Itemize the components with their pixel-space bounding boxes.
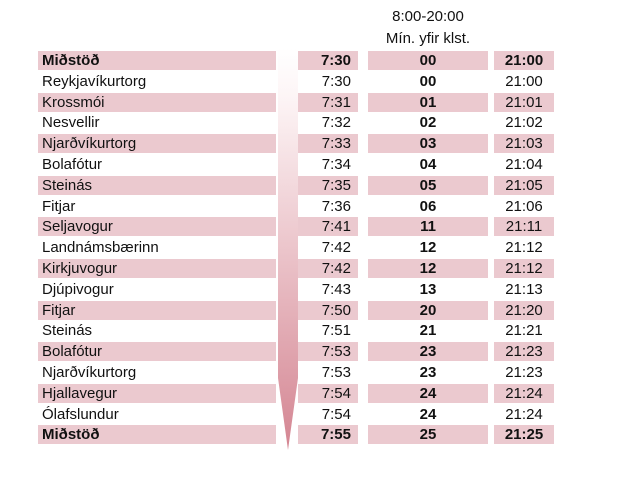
table-row (0, 341, 624, 361)
minutes-past-hour: 11 (368, 217, 488, 236)
table-row (0, 112, 624, 132)
last-departure: 21:12 (494, 259, 554, 278)
first-departure: 7:54 (298, 384, 358, 403)
minutes-past-hour: 12 (419, 239, 437, 257)
stop-name: Steinás (42, 322, 93, 340)
last-departure: 21:05 (494, 176, 554, 195)
minutes-past-hour: 05 (368, 176, 488, 195)
minutes-past-hour: 00 (368, 51, 488, 70)
first-departure: 7:51 (321, 322, 351, 340)
first-departure: 7:53 (298, 342, 358, 361)
minutes-past-hour: 00 (419, 72, 437, 90)
last-departure: 21:02 (505, 114, 543, 132)
last-departure: 21:13 (505, 280, 543, 298)
first-departure: 7:43 (321, 280, 351, 298)
stop-name: Steinás (38, 176, 276, 195)
stop-name: Landnámsbærinn (42, 239, 159, 257)
last-departure: 21:03 (494, 134, 554, 153)
first-departure: 7:53 (321, 364, 351, 381)
table-row (0, 383, 624, 403)
stop-name: Miðstöð (38, 51, 276, 70)
table-row (0, 237, 624, 257)
stop-name: Fitjar (38, 301, 276, 320)
stop-name: Reykjavíkurtorg (42, 72, 147, 90)
stop-name: Ólafslundur (42, 405, 119, 423)
minutes-past-hour: 04 (419, 156, 437, 173)
minutes-past-hour: 20 (368, 301, 488, 320)
first-departure: 7:32 (321, 114, 351, 132)
first-departure: 7:42 (298, 259, 358, 278)
table-row (0, 216, 624, 236)
first-departure: 7:36 (321, 197, 351, 215)
table-row (0, 320, 624, 340)
table-row (0, 154, 624, 174)
stop-name: Hjallavegur (38, 384, 276, 403)
stop-name: Njarðvíkurtorg (38, 134, 276, 153)
minutes-past-hour: 12 (368, 259, 488, 278)
minutes-past-hour: 23 (368, 342, 488, 361)
stop-name: Kirkjuvogur (38, 259, 276, 278)
first-departure: 7:30 (298, 51, 358, 70)
stop-name: Nesvellir (42, 114, 100, 132)
last-departure: 21:00 (494, 51, 554, 70)
minutes-past-hour: 02 (419, 114, 437, 132)
table-row (0, 133, 624, 153)
first-departure: 7:55 (298, 425, 358, 444)
last-departure: 21:23 (494, 342, 554, 361)
last-departure: 21:06 (505, 197, 543, 215)
stop-name: Djúpivogur (42, 280, 114, 298)
stop-name: Bolafótur (42, 156, 103, 173)
table-row (0, 279, 624, 299)
last-departure: 21:20 (494, 301, 554, 320)
last-departure: 21:00 (505, 72, 543, 90)
minutes-past-hour: 25 (368, 425, 488, 444)
minutes-past-hour: 06 (419, 197, 437, 215)
last-departure: 21:04 (505, 156, 543, 173)
minutes-past-hour: 13 (419, 280, 437, 298)
stop-name: Seljavogur (38, 217, 276, 236)
minutes-past-hour: 01 (368, 93, 488, 112)
table-row (0, 258, 624, 278)
last-departure: 21:11 (494, 217, 554, 236)
table-row (0, 300, 624, 320)
table-row (0, 175, 624, 195)
last-departure: 21:25 (494, 425, 554, 444)
minutes-past-hour: 24 (368, 384, 488, 403)
first-departure: 7:50 (298, 301, 358, 320)
first-departure: 7:42 (321, 239, 351, 257)
minutes-header: Mín. yfir klst. (385, 30, 471, 47)
last-departure: 21:24 (505, 405, 543, 423)
table-row (0, 50, 624, 70)
stop-name: Fitjar (42, 197, 76, 215)
last-departure: 21:12 (505, 239, 543, 257)
first-departure: 7:31 (298, 93, 358, 112)
minutes-past-hour: 23 (419, 364, 437, 381)
table-row (0, 92, 624, 112)
table-row (0, 71, 624, 91)
first-departure: 7:34 (321, 156, 351, 173)
table-row (0, 362, 624, 382)
minutes-past-hour: 24 (419, 405, 437, 423)
first-departure: 7:33 (298, 134, 358, 153)
stop-name: Krossmói (38, 93, 276, 112)
first-departure: 7:30 (321, 72, 351, 90)
last-departure: 21:23 (505, 364, 543, 381)
table-row (0, 404, 624, 424)
stop-name: Miðstöð (38, 425, 276, 444)
minutes-past-hour: 03 (368, 134, 488, 153)
period-header: 8:00-20:00 (392, 8, 464, 25)
last-departure: 21:21 (505, 322, 543, 340)
stop-name: Bolafótur (38, 342, 276, 361)
last-departure: 21:24 (494, 384, 554, 403)
first-departure: 7:35 (298, 176, 358, 195)
table-row (0, 196, 624, 216)
table-row (0, 424, 624, 444)
stop-name: Njarðvíkurtorg (42, 364, 137, 381)
minutes-past-hour: 21 (419, 322, 437, 340)
last-departure: 21:01 (494, 93, 554, 112)
first-departure: 7:41 (298, 217, 358, 236)
first-departure: 7:54 (321, 405, 351, 423)
